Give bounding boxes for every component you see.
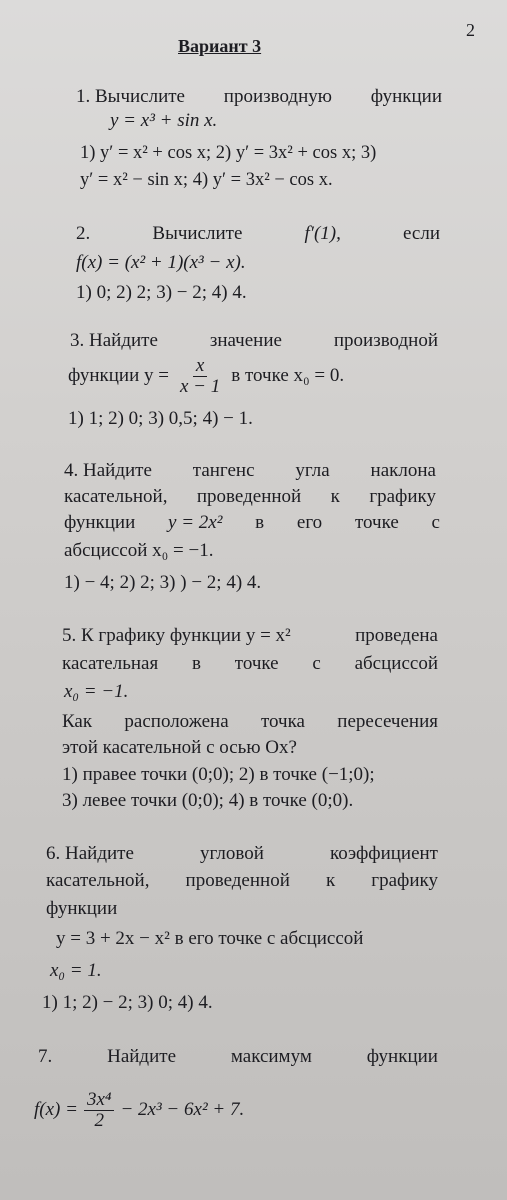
task-3-heading: 3. Найдите значение производной bbox=[70, 330, 438, 351]
task-6-number: 6. bbox=[46, 843, 61, 864]
task-5-line-1: 5. К графику функции y = x² проведена bbox=[62, 625, 438, 646]
task-6-line-3: функции bbox=[46, 898, 118, 919]
task-4-line-3: функции y = 2x² в его точке с bbox=[64, 512, 440, 533]
task-3-number: 3. bbox=[70, 330, 85, 351]
task-5-line-5: этой касательной с осью Ox? bbox=[62, 737, 297, 758]
task-5-line-3: x₀ = −1. bbox=[64, 681, 129, 702]
task-6-line-4: y = 3 + 2x − x² в его точке с абсциссой bbox=[56, 928, 364, 949]
task-4-number: 4. bbox=[64, 460, 79, 481]
task-6-line-2: касательной, проведенной к графику bbox=[46, 870, 438, 891]
task-5-answers-line-1: 1) правее точки (0;0); 2) в точке (−1;0); bbox=[62, 764, 375, 785]
task-3-answers: 1) 1; 2) 0; 3) 0,5; 4) − 1. bbox=[68, 408, 253, 429]
task-5-answers-line-2: 3) левее точки (0;0); 4) в точке (0;0). bbox=[62, 790, 354, 811]
task-3-function: функции y = $\frac{x}{x - 1}$ в точке x₀ = 0. bbox=[68, 355, 345, 397]
page-title: Вариант 3 bbox=[178, 36, 262, 56]
task-2-function: f(x) = (x² + 1)(x³ − x). bbox=[76, 252, 246, 273]
task-4-answers: 1) − 4; 2) 2; 3) ) − 2; 4) 4. bbox=[64, 572, 262, 593]
task-3-fraction: $\frac{x}{x - 1}$ bbox=[179, 355, 221, 397]
task-2-answers: 1) 0; 2) 2; 3) − 2; 4) 4. bbox=[76, 282, 247, 303]
task-2-heading: 2. Вычислите f′(1), если bbox=[76, 223, 440, 244]
task-1-answers-line-2: y′ = x² − sin x; 4) y′ = 3x² − cos x. bbox=[80, 170, 333, 190]
task-4-line-2: касательной, проведенной к графику bbox=[64, 486, 436, 507]
task-1-answers-line-1: 1) y′ = x² + cos x; 2) y′ = 3x² + cos x; 3) bbox=[80, 143, 377, 163]
task-4-line-1: 4. Найдите тангенс угла наклона bbox=[64, 460, 436, 481]
task-5-line-4: Как расположена точка пересечения bbox=[62, 711, 438, 732]
task-6-line-5: x₀ = 1. bbox=[50, 960, 102, 981]
task-7-line-1: 7. Найдите максимум функции bbox=[38, 1046, 438, 1067]
task-7-function: f(x) = $\frac{\text{3x⁴}}{2}$ − 2x³ − 6x² + 7. bbox=[34, 1089, 245, 1131]
task-1-heading: 1. Вычислите производную функции bbox=[76, 86, 442, 107]
task-7-fraction: $\frac{\text{3x⁴}}{2}$ bbox=[84, 1090, 115, 1131]
task-1-number: 1. bbox=[76, 86, 91, 107]
page-number: 2 bbox=[466, 20, 475, 40]
task-5-line-2: касательная в точке с абсциссой bbox=[62, 653, 438, 674]
task-5-number: 5. bbox=[62, 625, 77, 646]
task-1-function: y = x³ + sin x. bbox=[110, 110, 218, 131]
task-4-line-4: абсциссой x₀ = −1. bbox=[64, 540, 214, 561]
task-6-line-1: 6. Найдите угловой коэффициент bbox=[46, 843, 438, 864]
task-7-number: 7. bbox=[38, 1046, 53, 1067]
task-2-number: 2. bbox=[76, 223, 91, 244]
task-6-answers: 1) 1; 2) − 2; 3) 0; 4) 4. bbox=[42, 992, 213, 1013]
